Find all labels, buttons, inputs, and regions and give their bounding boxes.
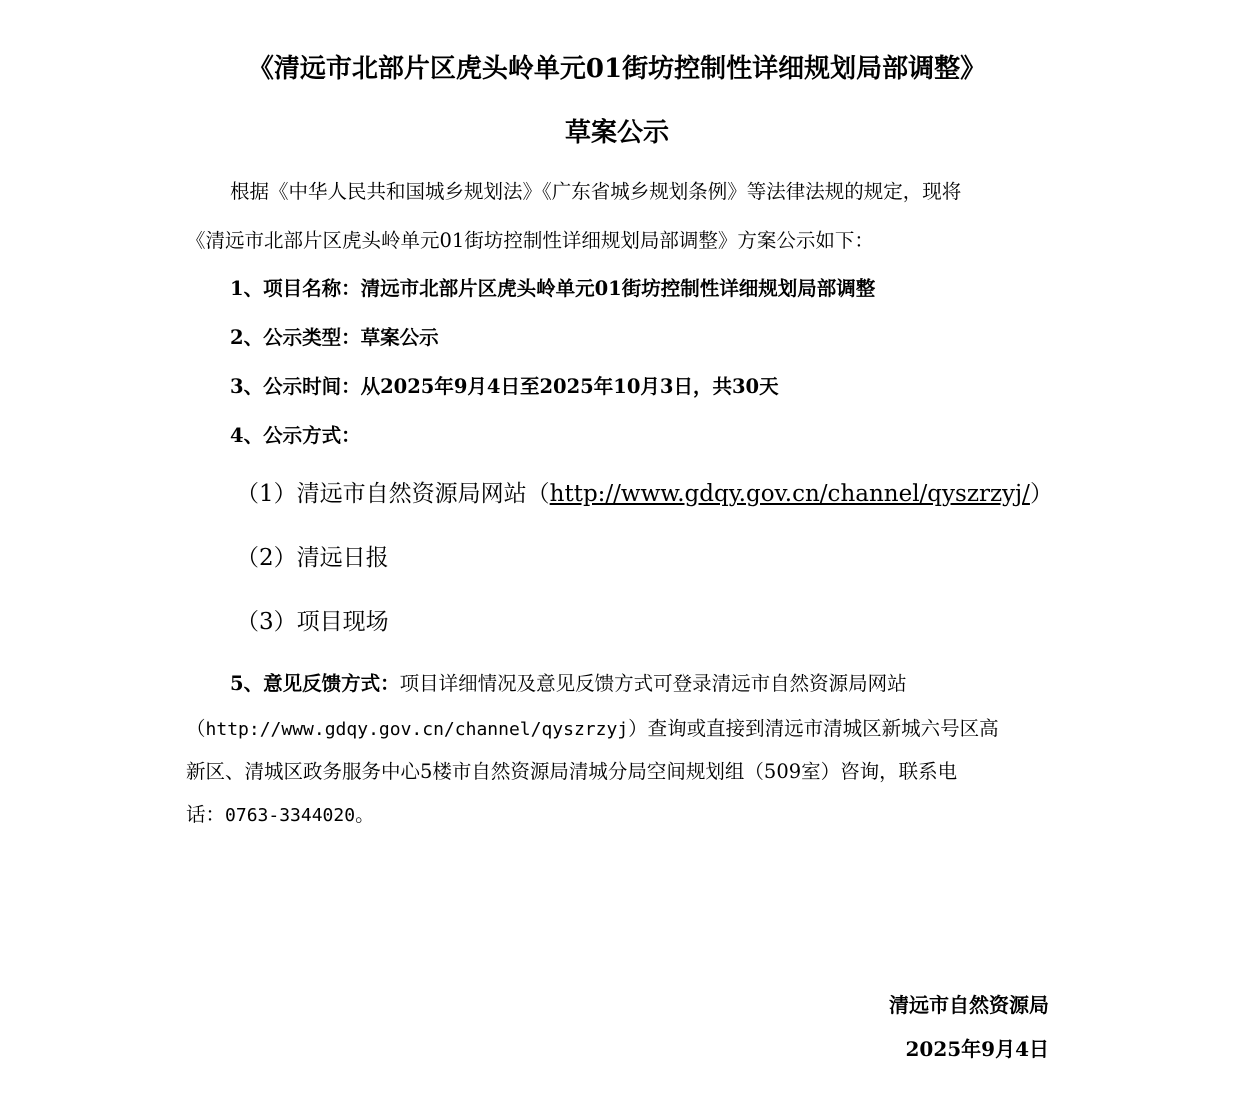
item-publicity-type: 2、公示类型：草案公示 <box>230 326 439 349</box>
method-website <box>236 475 1053 508</box>
feedback-label: 5、意见反馈方式： <box>230 672 400 695</box>
feedback-line-1 <box>230 668 907 696</box>
item-publicity-methods: 4、公示方式： <box>230 424 361 447</box>
feedback-open-paren: （ <box>186 717 206 740</box>
feedback-text-2: ）查询或直接到清远市清城区新城六号区高 <box>628 717 999 740</box>
document-title: 《清远市北部片区虎头岭单元01街坊控制性详细规划局部调整》 <box>247 54 987 84</box>
method-website-suffix: ） <box>1029 481 1053 507</box>
website-link[interactable]: http://www.gdqy.gov.cn/channel/qyszrzyj/ <box>549 481 1030 507</box>
item-project-name: 1、项目名称：清远市北部片区虎头岭单元01街坊控制性详细规划局部调整 <box>230 277 876 300</box>
method-newspaper: （2）清远日报 <box>236 545 389 571</box>
item-publicity-period: 3、公示时间：从2025年9月4日至2025年10月3日，共30天 <box>230 375 779 398</box>
intro-line-1: 根据《中华人民共和国城乡规划法》《广东省城乡规划条例》等法律法规的规定，现将 <box>230 180 962 203</box>
feedback-line-3: 新区、清城区政务服务中心5楼市自然资源局清城分局空间规划组（509室）咨询，联系电 <box>186 760 958 783</box>
signature-org: 清远市自然资源局 <box>889 993 1049 1017</box>
feedback-text-1: 项目详细情况及意见反馈方式可登录清远市自然资源局网站 <box>399 672 907 695</box>
feedback-phone-prefix: 话： <box>186 803 226 826</box>
intro-line-2: 《清远市北部片区虎头岭单元01街坊控制性详细规划局部调整》方案公示如下： <box>186 229 874 252</box>
feedback-period: 。 <box>355 803 375 826</box>
method-project-site: （3）项目现场 <box>236 609 389 635</box>
feedback-url[interactable]: http://www.gdqy.gov.cn/channel/qyszrzyj <box>205 719 629 740</box>
feedback-phone: 0763-3344020 <box>225 805 356 826</box>
signature-date: 2025年9月4日 <box>905 1037 1049 1061</box>
method-website-prefix: （1）清远市自然资源局网站（ <box>236 481 550 507</box>
document-subtitle: 草案公示 <box>564 118 669 148</box>
feedback-line-4 <box>186 799 375 827</box>
feedback-line-2 <box>186 713 999 741</box>
